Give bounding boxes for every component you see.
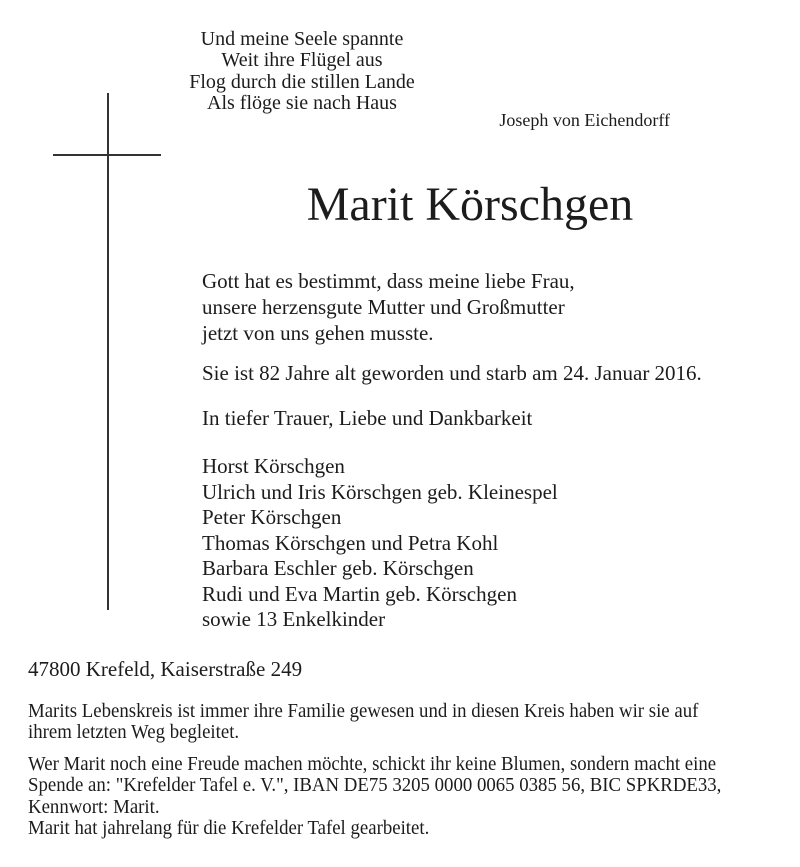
announcement-line: unsere herzensgute Mutter und Großmutter: [202, 295, 565, 319]
donation-paragraph-line: Spende an: "Krefelder Tafel e. V.", IBAN DE75 3205 0000 0065 0385 56, BIC SPKRDE33,: [28, 774, 722, 797]
announcement-line: jetzt von uns gehen musste.: [202, 321, 434, 345]
poem-line: Flog durch die stillen Lande: [189, 70, 415, 93]
address-line: 47800 Krefeld, Kaiserstraße 249: [28, 657, 303, 681]
announcement-paragraph: [202, 268, 575, 346]
donation-paragraph-line: Marit hat jahrelang für die Krefelder Tafel gearbeitet.: [28, 817, 430, 840]
mourner-line: Thomas Körschgen und Petra Kohl: [202, 530, 499, 555]
mourner-line: Rudi und Eva Martin geb. Körschgen: [202, 581, 517, 606]
family-paragraph-line: Marits Lebenskreis ist immer ihre Familie gewesen und in diesen Kreis haben wir sie auf: [28, 700, 699, 722]
announcement-line: Gott hat es bestimmt, dass meine liebe Frau,: [202, 269, 575, 293]
mourner-line: sowie 13 Enkelkinder: [202, 607, 386, 631]
mourner-line: Horst Körschgen: [202, 454, 345, 478]
poem-line: Und meine Seele spannte: [200, 28, 404, 50]
mourner-line: Ulrich und Iris Körschgen geb. Kleinespel: [202, 479, 558, 504]
donation-paragraph: [28, 754, 721, 840]
poem-verse: [152, 29, 452, 115]
family-paragraph-line: ihrem letzten Weg begleitet.: [28, 721, 240, 744]
family-paragraph: [28, 701, 698, 744]
poem-attribution: Joseph von Eichendorff: [499, 110, 670, 130]
death-info-line: Sie ist 82 Jahre alt geworden und starb am 24. Januar 2016.: [202, 361, 702, 385]
mourners-list: [202, 454, 558, 633]
mourner-line: Peter Körschgen: [202, 505, 342, 529]
poem-line: Weit ihre Flügel aus: [221, 49, 383, 72]
poem-line: Als flöge sie nach Haus: [207, 92, 397, 115]
mourner-line: Barbara Eschler geb. Körschgen: [202, 556, 474, 580]
donation-paragraph-line: Wer Marit noch eine Freude machen möchte, schickt ihr keine Blumen, sondern macht eine: [28, 753, 717, 775]
deceased-name: Marit Körschgen: [306, 178, 634, 231]
cross-vertical-bar: [107, 93, 109, 610]
cross-horizontal-bar: [53, 154, 161, 156]
donation-paragraph-line: Kennwort: Marit.: [28, 795, 160, 818]
grief-line: In tiefer Trauer, Liebe und Dankbarkeit: [202, 406, 533, 430]
